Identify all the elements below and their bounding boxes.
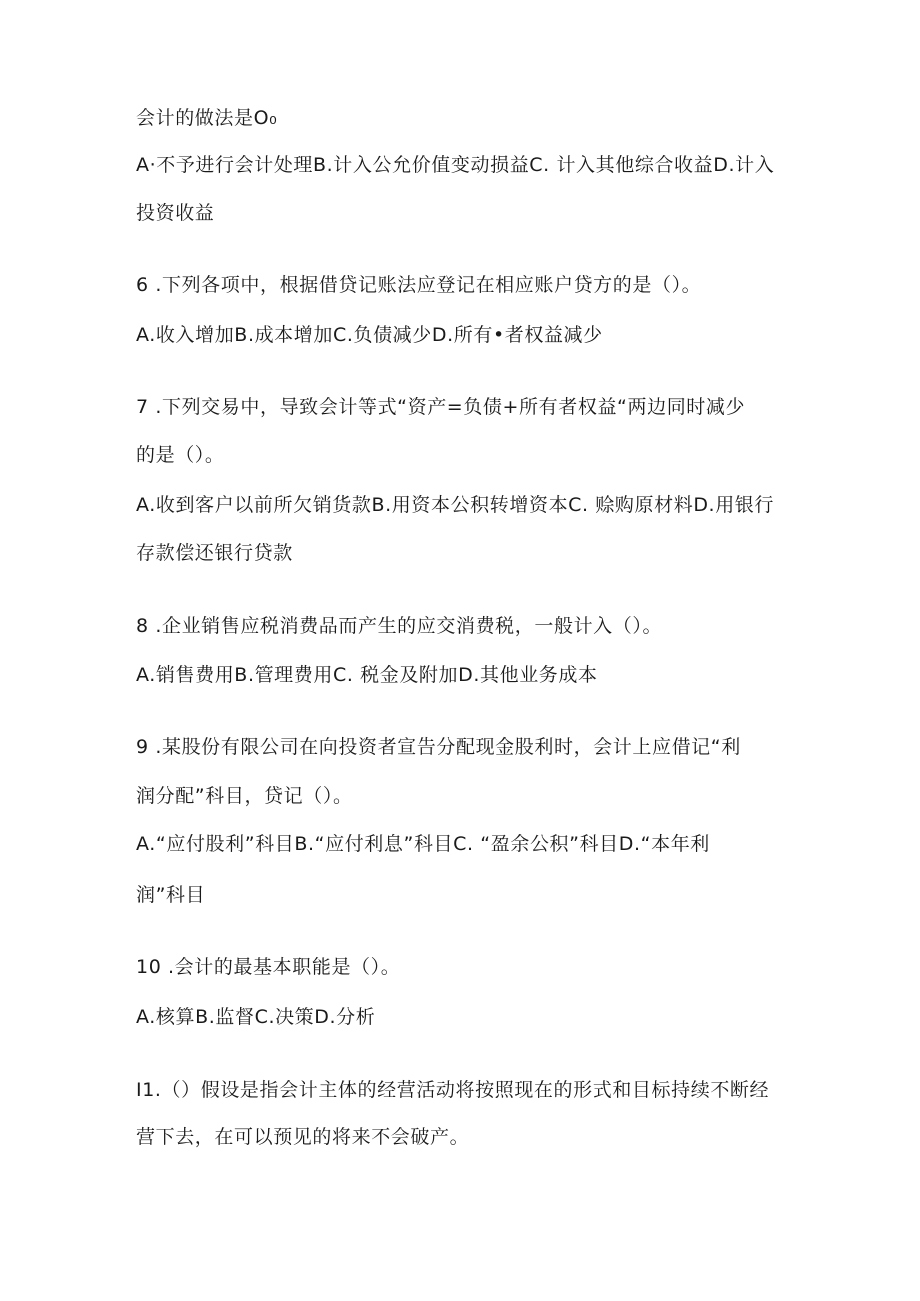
text-line: 会计的做法是O₀ [136,107,278,129]
text-line: 8 .企业销售应税消费品而产生的应交消费税，一般计入（）。 [136,615,663,637]
text-line: 9 .某股份有限公司在向投资者宣告分配现金股利时，会计上应借记“利 [136,736,741,758]
text-line: A·不予进行会计处理B.计入公允价值变动损益C. 计入其他综合收益D.计入 [136,154,775,176]
text-line: 6 .下列各项中，根据借贷记账法应登记在相应账户贷方的是（）。 [136,274,702,296]
text-line: A.核算B.监督C.决策D.分析 [136,1006,376,1028]
text-line: 存款偿还银行贷款 [136,542,293,564]
text-line: 润分配”科目，贷记（）。 [136,785,353,807]
text-line: I1.（）假设是指会计主体的经营活动将按照现在的形式和目标持续不断经 [136,1079,770,1101]
text-line: A.收到客户以前所欠销货款B.用资本公积转增资本C. 赊购原材料D.用银行 [136,494,774,516]
text-line: 7 .下列交易中，导致会计等式“资产=负债+所有者权益“两边同时减少 [136,396,746,418]
text-line: A.“应付股利”科目B.“应付利息”科目C. “盈余公积”科目D.“本年利 [136,833,710,855]
text-line: A.收入增加B.成本增加C.负债减少D.所有•者权益减少 [136,324,603,346]
text-line: 的是（）。 [136,444,225,466]
text-line: A.销售费用B.管理费用C. 税金及附加D.其他业务成本 [136,664,598,686]
text-line: 润”科目 [136,884,206,906]
text-line: 营下去，在可以预见的将来不会破产。 [136,1126,470,1148]
text-line: 投资收益 [136,202,215,224]
text-line: 10 .会计的最基本职能是（）。 [136,956,401,978]
